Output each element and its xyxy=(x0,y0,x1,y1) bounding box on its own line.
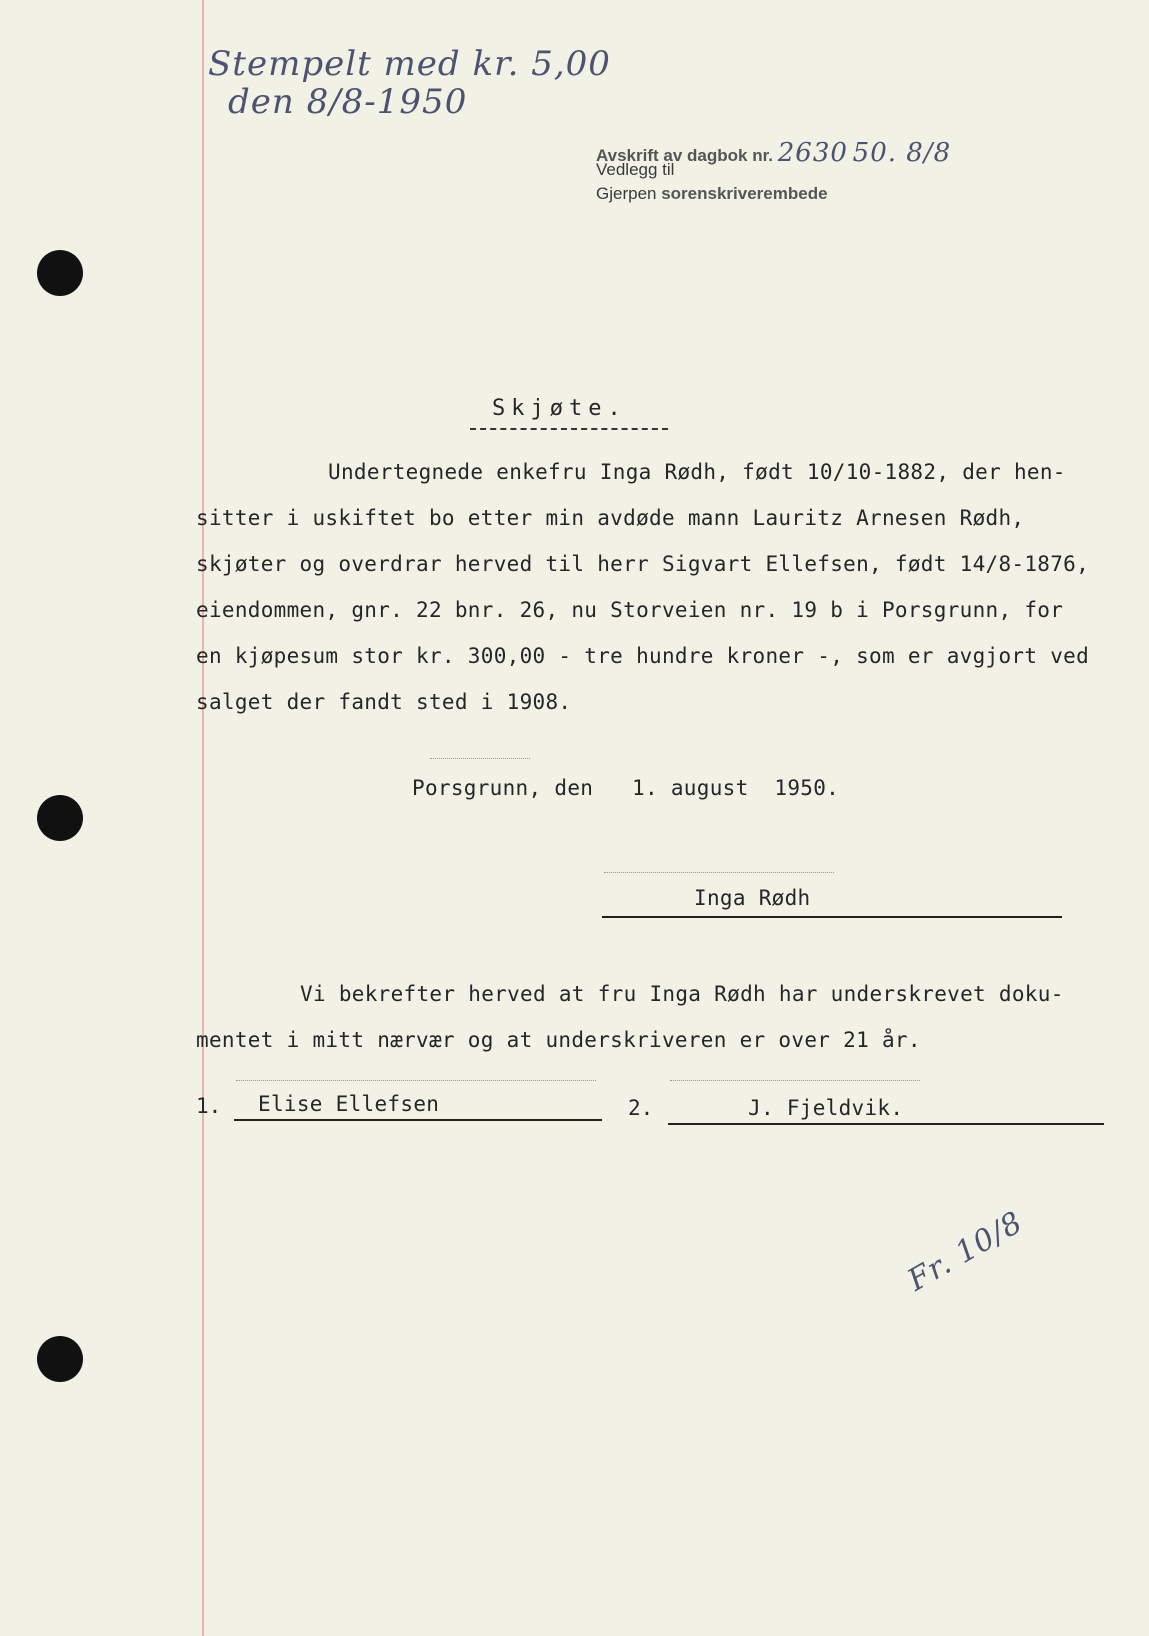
paragraph-line-3: skjøter og overdrar herved til herr Sigvart Ellefsen, født 14/8-1876, xyxy=(196,552,1090,576)
handwritten-note-line2: den 8/8-1950 xyxy=(228,82,468,122)
punch-hole-middle xyxy=(37,795,83,841)
paragraph-line-4: eiendommen, gnr. 22 bnr. 26, nu Storveien nr. 19 b i Porsgrunn, for xyxy=(196,598,1064,622)
stamp-number: 2630 xyxy=(777,138,848,168)
place-date: Porsgrunn, den 1. august 1950. xyxy=(412,776,840,800)
punch-hole-bottom xyxy=(37,1336,83,1382)
signature-line xyxy=(602,916,1062,918)
witness-1-number: 1. xyxy=(196,1094,222,1118)
witness-2-name: J. Fjeldvik. xyxy=(748,1096,904,1120)
dotted-guide xyxy=(604,872,834,873)
witness-2-number: 2. xyxy=(628,1096,654,1120)
witness-1-name: Elise Ellefsen xyxy=(258,1092,440,1116)
witness-2-line xyxy=(668,1123,1104,1125)
title-underline xyxy=(470,428,668,430)
paragraph-line-1: Undertegnede enkefru Inga Rødh, født 10/10-1882, der hen- xyxy=(328,460,1066,484)
dotted-guide xyxy=(670,1080,920,1081)
stamp-prefix: Avskrift av xyxy=(596,146,683,165)
document-title: Skjøte. xyxy=(492,396,627,421)
dotted-guide xyxy=(236,1080,596,1081)
registry-stamp-line3 xyxy=(596,184,828,204)
paragraph-line-6: salget der fandt sted i 1908. xyxy=(196,690,572,714)
stamp-district: Gjerpen xyxy=(596,184,657,203)
stamp-middle: dagbok nr. xyxy=(687,146,774,165)
paragraph-line-5: en kjøpesum stor kr. 300,00 - tre hundre kroner -, som er avgjort ved xyxy=(196,644,1090,668)
handwritten-note-line1: Stempelt med kr. 5,00 xyxy=(208,44,611,84)
stamp-office: sorenskriverembede xyxy=(661,184,828,203)
margin-rule xyxy=(202,0,204,1636)
witness-line-1: Vi bekrefter herved at fru Inga Rødh har underskrevet doku- xyxy=(300,982,1064,1006)
witness-line-2: mentet i mitt nærvær og at underskriveren er over 21 år. xyxy=(196,1028,921,1052)
signer-name: Inga Rødh xyxy=(694,886,811,910)
dotted-guide xyxy=(430,758,530,759)
witness-1-line xyxy=(234,1119,602,1121)
handwritten-initials: Fr. 10/8 xyxy=(902,1204,1029,1299)
stamp-suffix: 50. 8/8 xyxy=(852,138,952,168)
registry-stamp-line2: Vedlegg til xyxy=(596,160,675,179)
punch-hole-top xyxy=(37,250,83,296)
paragraph-line-2: sitter i uskiftet bo etter min avdøde mann Lauritz Arnesen Rødh, xyxy=(196,506,1025,530)
